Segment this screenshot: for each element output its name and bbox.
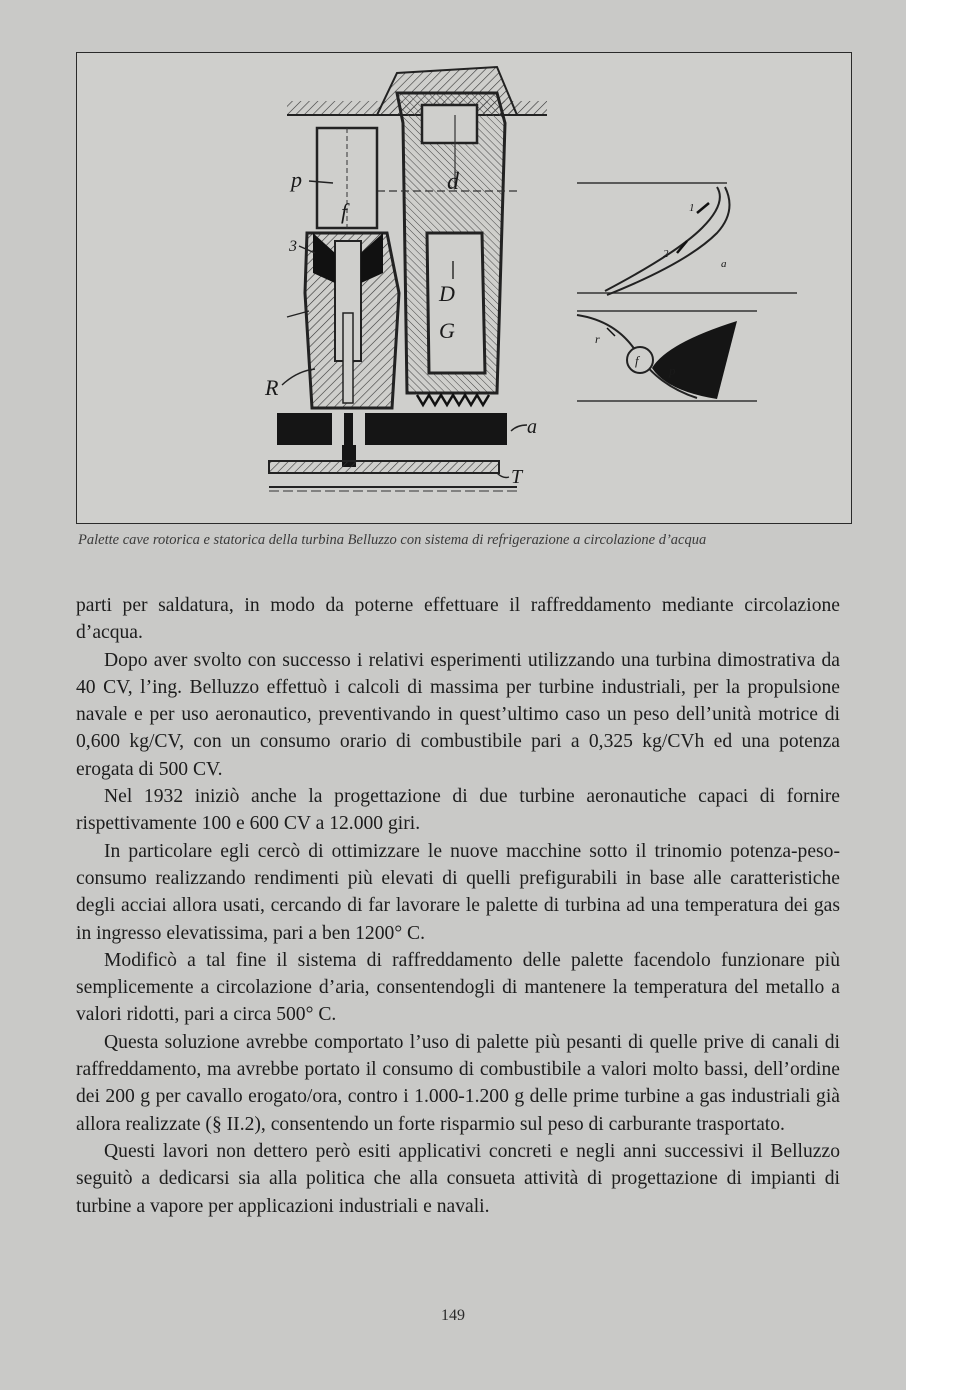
label-T: T	[511, 466, 523, 488]
turbine-blade-drawing	[77, 53, 851, 523]
rotor-blade	[305, 128, 399, 408]
paragraph-3: Nel 1932 iniziò anche la progettazione di due turbine aeronautiche capaci di fornire rispettivamente 100 e 600 CV a 12.000 giri.	[76, 786, 840, 835]
label-detail-r: r	[595, 332, 600, 346]
label-detail-a: a	[721, 258, 727, 270]
label-3: 3	[289, 238, 297, 255]
stator-body	[377, 93, 517, 393]
label-G: G	[439, 318, 455, 343]
label-f: f	[341, 199, 348, 224]
label-detail-1: 1	[689, 202, 695, 214]
label-a: a	[527, 416, 537, 438]
stator-teeth	[417, 395, 489, 405]
figure-caption: Palette cave rotorica e statorica della turbina Belluzzo con sistema di refrigerazione a circolazione d’acqua	[78, 532, 707, 548]
blade-profile-detail	[577, 183, 797, 401]
label-detail-p: p	[669, 363, 676, 378]
body-text	[76, 592, 840, 1220]
label-d: d	[447, 169, 459, 195]
paragraph-4: In particolare egli cercò di ottimizzare le nuove macchine sotto il trinomio potenza-peso-consumo realizzando rendimenti più elevati di quelli prefigurabili in base alle caratteristiche degli acciai allora usati, cercando di far lavorare le palette di turbina ad una temperatura dei gas in ingresso elevatissima, pari a ben 1200° C.	[76, 840, 840, 944]
page-number: 149	[441, 1307, 465, 1324]
label-R: R	[265, 375, 279, 400]
paragraph-5: Modificò a tal fine il sistema di raffreddamento delle palette facendolo funzionare più semplicemente a circolazione d’aria, consentendogli di mantenere la temperatura del metallo a valori ridotti, pari a circa 500° C.	[76, 949, 840, 1026]
paragraph-6: Questa soluzione avrebbe comportato l’uso di palette più pesanti di quelle prive di canali di raffreddamento, ma avrebbe portato il consumo di combustibile a valori molto bassi, dell’ordine dei 200 g per cavallo erogato/ora, contro i 1.000-1.200 g delle prime turbine a gas industriali già allora realizzate (§ II.2), consentendo un forte risparmio sul peso di carburante trasportato.	[76, 1031, 840, 1135]
paragraph-1: parti per saldatura, in modo da poterne effettuare il raffreddamento mediante circolazione d’acqua.	[76, 595, 840, 644]
label-p: p	[291, 167, 302, 192]
turbine-blade-figure	[76, 52, 852, 524]
label-D: D	[439, 281, 455, 306]
label-detail-f: f	[635, 353, 639, 368]
label-detail-2: 2	[663, 248, 669, 260]
paragraph-7: Questi lavori non dettero però esiti applicativi concreti e negli anni successivi il Belluzzo seguitò a dedicarsi sia alla politica che alla consueta attività di progettazione di impianti di turbine a vapore per applicazioni industriali e navali.	[76, 1140, 840, 1217]
paragraph-2: Dopo aver svolto con successo i relativi esperimenti utilizzando una turbina dimostrativa da 40 CV, l’ing. Belluzzo effettuò i calcoli di massima per turbine industriali, per la propulsione navale e per uso aeronautico, preventivando in quest’ultimo caso un peso dell’unità motrice di 0,600 kg/CV, con un consumo orario di combustibile pari a 0,325 kg/CVh ed una potenza erogata di 500 CV.	[76, 649, 840, 780]
